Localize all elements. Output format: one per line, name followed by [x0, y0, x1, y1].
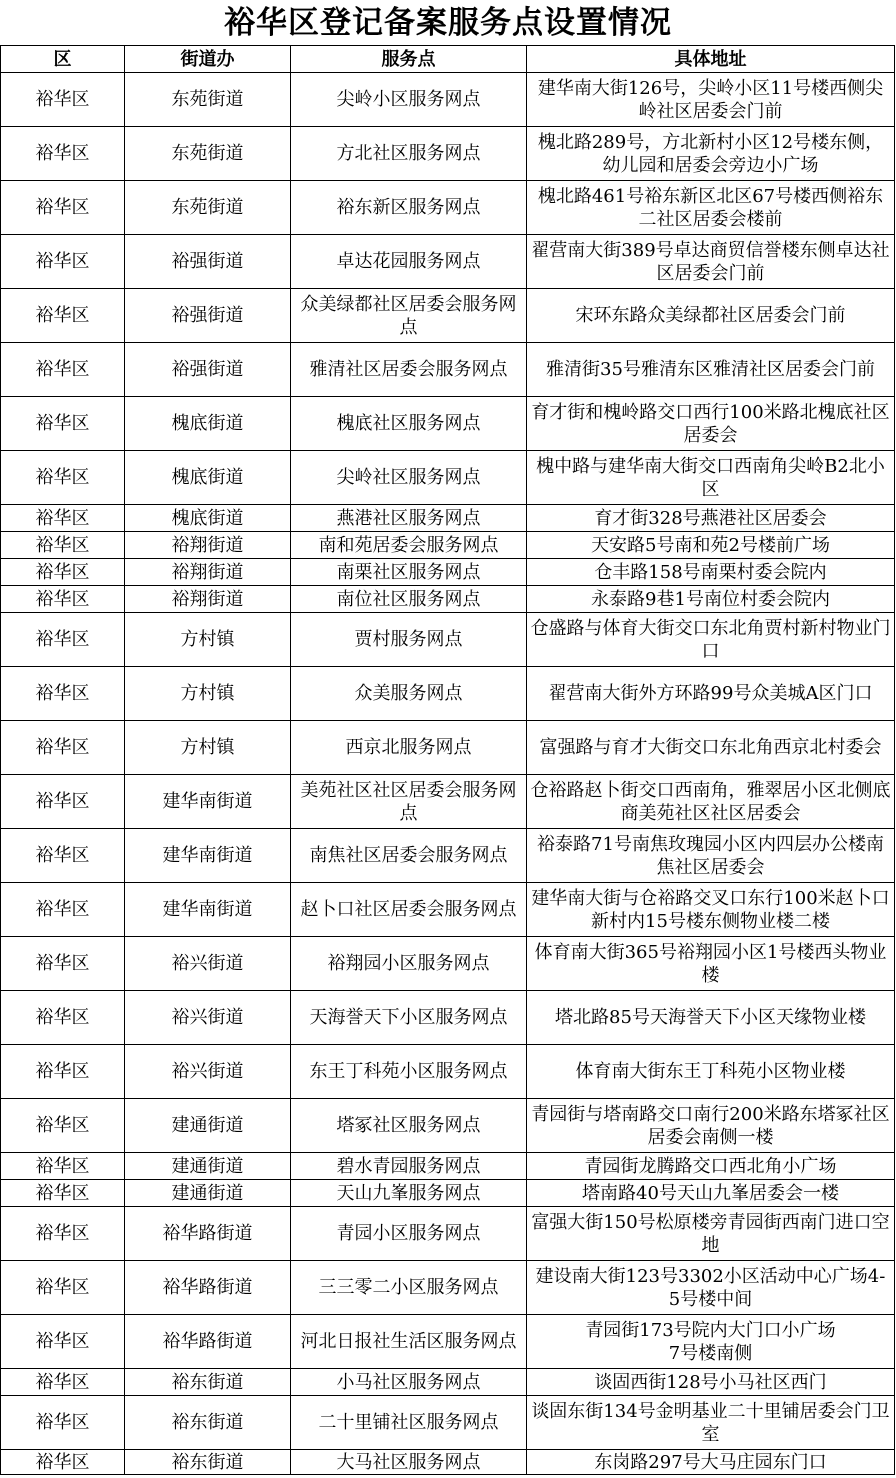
cell-service-point: 西京北服务网点 — [291, 721, 527, 775]
header-district: 区 — [1, 46, 125, 73]
cell-address: 谈固西街128号小马社区西门 — [527, 1369, 895, 1396]
cell-street-office: 槐底街道 — [125, 451, 291, 505]
cell-address: 东岗路297号大马庄园东门口 — [527, 1450, 895, 1475]
cell-service-point: 二十里铺社区服务网点 — [291, 1396, 527, 1450]
cell-street-office: 槐底街道 — [125, 397, 291, 451]
cell-district: 裕华区 — [1, 532, 125, 559]
cell-address: 槐北路461号裕东新区北区67号楼西侧裕东二社区居委会楼前 — [527, 181, 895, 235]
cell-service-point: 雅清社区居委会服务网点 — [291, 343, 527, 397]
cell-service-point: 河北日报社生活区服务网点 — [291, 1315, 527, 1369]
table-row — [1, 1207, 895, 1261]
cell-address: 富强路与育才大街交口东北角西京北村委会 — [527, 721, 895, 775]
cell-address: 仓盛路与体育大街交口东北角贾村新村物业门口 — [527, 613, 895, 667]
cell-street-office: 裕兴街道 — [125, 991, 291, 1045]
cell-service-point: 南栗社区服务网点 — [291, 559, 527, 586]
cell-address: 建设南大街123号3302小区活动中心广场4-5号楼中间 — [527, 1261, 895, 1315]
table-row — [1, 532, 895, 559]
cell-district: 裕华区 — [1, 721, 125, 775]
cell-service-point: 裕翔园小区服务网点 — [291, 937, 527, 991]
cell-district: 裕华区 — [1, 343, 125, 397]
cell-address: 永泰路9巷1号南位村委会院内 — [527, 586, 895, 613]
table-row — [1, 667, 895, 721]
cell-address: 塔南路40号天山九峯居委会一楼 — [527, 1180, 895, 1207]
cell-address: 槐中路与建华南大街交口西南角尖岭B2北小区 — [527, 451, 895, 505]
cell-address: 裕泰路71号南焦玫瑰园小区内四层办公楼南焦社区居委会 — [527, 829, 895, 883]
cell-address: 育才街和槐岭路交口西行100米路北槐底社区居委会 — [527, 397, 895, 451]
cell-street-office: 裕华路街道 — [125, 1315, 291, 1369]
cell-district: 裕华区 — [1, 289, 125, 343]
cell-street-office: 裕华路街道 — [125, 1207, 291, 1261]
cell-street-office: 裕强街道 — [125, 289, 291, 343]
cell-street-office: 建华南街道 — [125, 829, 291, 883]
cell-street-office: 裕东街道 — [125, 1369, 291, 1396]
header-service-point: 服务点 — [291, 46, 527, 73]
cell-street-office: 建华南街道 — [125, 883, 291, 937]
cell-service-point: 众美服务网点 — [291, 667, 527, 721]
table-row — [1, 883, 895, 937]
table-row — [1, 73, 895, 127]
cell-district: 裕华区 — [1, 505, 125, 532]
cell-service-point: 南焦社区居委会服务网点 — [291, 829, 527, 883]
cell-district: 裕华区 — [1, 451, 125, 505]
cell-district: 裕华区 — [1, 1369, 125, 1396]
cell-address: 建华南大街与仓裕路交叉口东行100米赵卜口新村内15号楼东侧物业楼二楼 — [527, 883, 895, 937]
table-row — [1, 991, 895, 1045]
table-row — [1, 775, 895, 829]
cell-address: 翟营南大街外方环路99号众美城A区门口 — [527, 667, 895, 721]
cell-district: 裕华区 — [1, 1180, 125, 1207]
cell-address: 青园街与塔南路交口南行200米路东塔冢社区居委会南侧一楼 — [527, 1099, 895, 1153]
page-title: 裕华区登记备案服务点设置情况 — [224, 5, 672, 41]
cell-service-point: 青园小区服务网点 — [291, 1207, 527, 1261]
cell-service-point: 天海誉天下小区服务网点 — [291, 991, 527, 1045]
cell-street-office: 裕强街道 — [125, 235, 291, 289]
cell-address: 青园街173号院内大门口小广场 7号楼南侧 — [527, 1315, 895, 1369]
cell-district: 裕华区 — [1, 937, 125, 991]
cell-address: 仓丰路158号南栗村委会院内 — [527, 559, 895, 586]
cell-district: 裕华区 — [1, 586, 125, 613]
cell-address: 青园街龙腾路交口西北角小广场 — [527, 1153, 895, 1180]
table-row — [1, 451, 895, 505]
cell-service-point: 小马社区服务网点 — [291, 1369, 527, 1396]
table-row — [1, 1261, 895, 1315]
cell-address: 塔北路85号天海誉天下小区天缘物业楼 — [527, 991, 895, 1045]
table-row — [1, 397, 895, 451]
cell-street-office: 槐底街道 — [125, 505, 291, 532]
cell-street-office: 东苑街道 — [125, 181, 291, 235]
cell-district: 裕华区 — [1, 883, 125, 937]
table-row — [1, 1099, 895, 1153]
cell-address: 宋环东路众美绿都社区居委会门前 — [527, 289, 895, 343]
header-street-office: 街道办 — [125, 46, 291, 73]
table-row — [1, 559, 895, 586]
cell-service-point: 赵卜口社区居委会服务网点 — [291, 883, 527, 937]
cell-district: 裕华区 — [1, 559, 125, 586]
cell-service-point: 三三零二小区服务网点 — [291, 1261, 527, 1315]
cell-district: 裕华区 — [1, 1207, 125, 1261]
cell-street-office: 东苑街道 — [125, 73, 291, 127]
cell-service-point: 裕东新区服务网点 — [291, 181, 527, 235]
cell-district: 裕华区 — [1, 829, 125, 883]
cell-service-point: 燕港社区服务网点 — [291, 505, 527, 532]
cell-address: 育才街328号燕港社区居委会 — [527, 505, 895, 532]
cell-service-point: 天山九峯服务网点 — [291, 1180, 527, 1207]
cell-street-office: 裕东街道 — [125, 1450, 291, 1475]
cell-district: 裕华区 — [1, 775, 125, 829]
table-row — [1, 235, 895, 289]
cell-street-office: 裕强街道 — [125, 343, 291, 397]
cell-service-point: 尖岭社区服务网点 — [291, 451, 527, 505]
cell-street-office: 建通街道 — [125, 1099, 291, 1153]
cell-address: 体育南大街365号裕翔园小区1号楼西头物业楼 — [527, 937, 895, 991]
cell-street-office: 建华南街道 — [125, 775, 291, 829]
cell-district: 裕华区 — [1, 397, 125, 451]
cell-address: 谈固东街134号金明基业二十里铺居委会门卫室 — [527, 1396, 895, 1450]
table-row — [1, 1369, 895, 1396]
table-body — [1, 73, 895, 1475]
cell-district: 裕华区 — [1, 1045, 125, 1099]
cell-street-office: 建通街道 — [125, 1153, 291, 1180]
cell-street-office: 裕翔街道 — [125, 532, 291, 559]
cell-service-point: 方北社区服务网点 — [291, 127, 527, 181]
cell-service-point: 众美绿都社区居委会服务网点 — [291, 289, 527, 343]
cell-district: 裕华区 — [1, 1099, 125, 1153]
cell-service-point: 贾村服务网点 — [291, 613, 527, 667]
cell-street-office: 裕翔街道 — [125, 559, 291, 586]
cell-district: 裕华区 — [1, 1261, 125, 1315]
cell-address: 槐北路289号，方北新村小区12号楼东侧，幼儿园和居委会旁边小广场 — [527, 127, 895, 181]
cell-street-office: 裕华路街道 — [125, 1261, 291, 1315]
cell-street-office: 裕兴街道 — [125, 937, 291, 991]
cell-street-office: 裕东街道 — [125, 1396, 291, 1450]
cell-district: 裕华区 — [1, 127, 125, 181]
cell-district: 裕华区 — [1, 1153, 125, 1180]
table-row — [1, 1180, 895, 1207]
table-row — [1, 1045, 895, 1099]
cell-district: 裕华区 — [1, 1396, 125, 1450]
cell-service-point: 南位社区服务网点 — [291, 586, 527, 613]
table-header-row — [1, 46, 895, 73]
table-row — [1, 1396, 895, 1450]
table-row — [1, 937, 895, 991]
cell-street-office: 建通街道 — [125, 1180, 291, 1207]
cell-address: 天安路5号南和苑2号楼前广场 — [527, 532, 895, 559]
cell-service-point: 尖岭小区服务网点 — [291, 73, 527, 127]
cell-district: 裕华区 — [1, 181, 125, 235]
cell-district: 裕华区 — [1, 1315, 125, 1369]
cell-service-point: 美苑社区社区居委会服务网点 — [291, 775, 527, 829]
table-row — [1, 1450, 895, 1475]
cell-service-point: 卓达花园服务网点 — [291, 235, 527, 289]
cell-street-office: 方村镇 — [125, 721, 291, 775]
service-point-table — [0, 45, 895, 1475]
table-row — [1, 1315, 895, 1369]
cell-address: 富强大街150号松原楼旁青园街西南门进口空地 — [527, 1207, 895, 1261]
cell-street-office: 东苑街道 — [125, 127, 291, 181]
cell-address: 翟营南大街389号卓达商贸信誉楼东侧卓达社区居委会门前 — [527, 235, 895, 289]
cell-service-point: 碧水青园服务网点 — [291, 1153, 527, 1180]
table-row — [1, 127, 895, 181]
header-address: 具体地址 — [527, 46, 895, 73]
cell-district: 裕华区 — [1, 613, 125, 667]
cell-district: 裕华区 — [1, 667, 125, 721]
cell-service-point: 塔冢社区服务网点 — [291, 1099, 527, 1153]
cell-address: 仓裕路赵卜街交口西南角，雅翠居小区北侧底商美苑社区社区居委会 — [527, 775, 895, 829]
cell-service-point: 南和苑居委会服务网点 — [291, 532, 527, 559]
cell-street-office: 裕翔街道 — [125, 586, 291, 613]
cell-address: 体育南大街东王丁科苑小区物业楼 — [527, 1045, 895, 1099]
cell-service-point: 大马社区服务网点 — [291, 1450, 527, 1475]
cell-street-office: 方村镇 — [125, 613, 291, 667]
table-row — [1, 343, 895, 397]
cell-street-office: 裕兴街道 — [125, 1045, 291, 1099]
cell-address: 雅清街35号雅清东区雅清社区居委会门前 — [527, 343, 895, 397]
table-row — [1, 289, 895, 343]
cell-service-point: 东王丁科苑小区服务网点 — [291, 1045, 527, 1099]
cell-address: 建华南大街126号，尖岭小区11号楼西侧尖岭社区居委会门前 — [527, 73, 895, 127]
table-row — [1, 1153, 895, 1180]
cell-district: 裕华区 — [1, 991, 125, 1045]
cell-district: 裕华区 — [1, 1450, 125, 1475]
table-row — [1, 721, 895, 775]
table-row — [1, 586, 895, 613]
table-row — [1, 181, 895, 235]
cell-district: 裕华区 — [1, 73, 125, 127]
cell-service-point: 槐底社区服务网点 — [291, 397, 527, 451]
cell-street-office: 方村镇 — [125, 667, 291, 721]
cell-district: 裕华区 — [1, 235, 125, 289]
table-row — [1, 829, 895, 883]
table-row — [1, 505, 895, 532]
table-row — [1, 613, 895, 667]
